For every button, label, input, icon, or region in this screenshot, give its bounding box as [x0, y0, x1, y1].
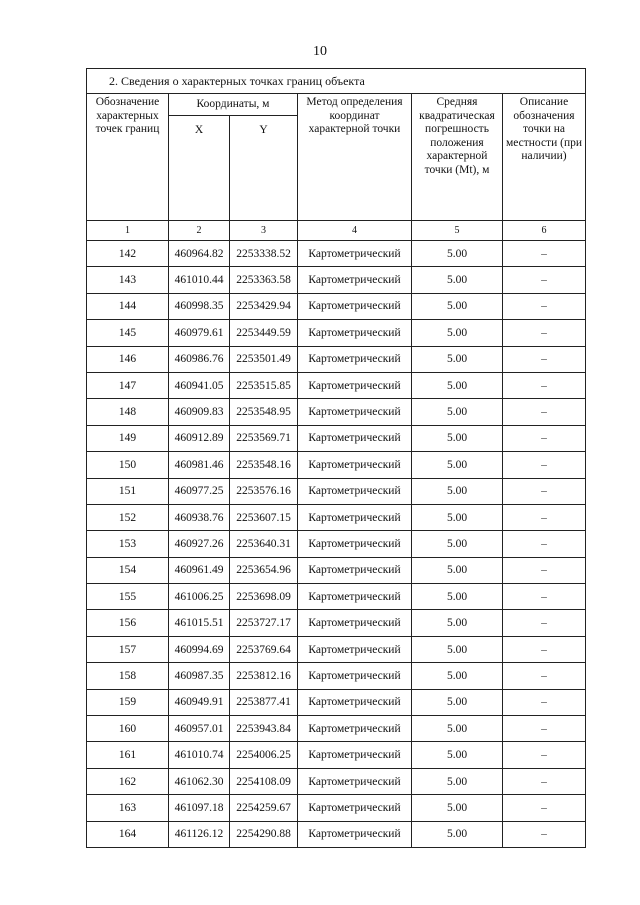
description-cell: – [503, 716, 586, 742]
coord-y-cell: 2253654.96 [230, 557, 298, 583]
error-cell: 5.00 [412, 478, 503, 504]
coord-x-cell: 461010.44 [169, 267, 230, 293]
description-cell: – [503, 478, 586, 504]
table-row [87, 425, 586, 451]
header-x: X [169, 116, 230, 221]
method-cell: Картометрический [298, 821, 412, 847]
method-cell: Картометрический [298, 636, 412, 662]
point-number-cell: 144 [87, 293, 169, 319]
header-designation: Обозначение характерных точек границ [87, 94, 169, 221]
table-row [87, 241, 586, 267]
coord-y-cell: 2253515.85 [230, 372, 298, 398]
description-cell: – [503, 504, 586, 530]
method-cell: Картометрический [298, 425, 412, 451]
error-cell: 5.00 [412, 293, 503, 319]
table-row [87, 742, 586, 768]
coord-y-cell: 2253769.64 [230, 636, 298, 662]
method-cell: Картометрический [298, 716, 412, 742]
description-cell: – [503, 293, 586, 319]
coord-x-cell: 461006.25 [169, 584, 230, 610]
point-number-cell: 151 [87, 478, 169, 504]
point-number-cell: 160 [87, 716, 169, 742]
table-row [87, 399, 586, 425]
method-cell: Картометрический [298, 320, 412, 346]
point-number-cell: 150 [87, 452, 169, 478]
coord-y-cell: 2253548.95 [230, 399, 298, 425]
error-cell: 5.00 [412, 399, 503, 425]
description-cell: – [503, 663, 586, 689]
error-cell: 5.00 [412, 584, 503, 610]
point-number-cell: 148 [87, 399, 169, 425]
point-number-cell: 146 [87, 346, 169, 372]
coord-y-cell: 2253727.17 [230, 610, 298, 636]
point-number-cell: 149 [87, 425, 169, 451]
coord-x-cell: 460912.89 [169, 425, 230, 451]
point-number-cell: 159 [87, 689, 169, 715]
error-cell: 5.00 [412, 346, 503, 372]
description-cell: – [503, 241, 586, 267]
coord-x-cell: 460979.61 [169, 320, 230, 346]
error-cell: 5.00 [412, 821, 503, 847]
header-description: Описание обозначения точки на местности (при наличии) [503, 94, 586, 221]
point-number-cell: 142 [87, 241, 169, 267]
coord-y-cell: 2253943.84 [230, 716, 298, 742]
point-number-cell: 158 [87, 663, 169, 689]
description-cell: – [503, 821, 586, 847]
method-cell: Картометрический [298, 795, 412, 821]
coord-y-cell: 2253607.15 [230, 504, 298, 530]
coord-x-cell: 460994.69 [169, 636, 230, 662]
table-row [87, 584, 586, 610]
error-cell: 5.00 [412, 267, 503, 293]
table-row [87, 293, 586, 319]
table-row [87, 689, 586, 715]
error-cell: 5.00 [412, 795, 503, 821]
description-cell: – [503, 636, 586, 662]
error-cell: 5.00 [412, 636, 503, 662]
table-row [87, 610, 586, 636]
description-cell: – [503, 425, 586, 451]
coord-y-cell: 2253698.09 [230, 584, 298, 610]
header-method: Метод определения координат характерной точки [298, 94, 412, 221]
coord-y-cell: 2253429.94 [230, 293, 298, 319]
description-cell: – [503, 742, 586, 768]
table-row [87, 716, 586, 742]
method-cell: Картометрический [298, 557, 412, 583]
description-cell: – [503, 320, 586, 346]
method-cell: Картометрический [298, 267, 412, 293]
description-cell: – [503, 557, 586, 583]
error-cell: 5.00 [412, 716, 503, 742]
coord-x-cell: 460986.76 [169, 346, 230, 372]
table-row [87, 636, 586, 662]
point-number-cell: 162 [87, 768, 169, 794]
table-row [87, 267, 586, 293]
column-number: 3 [230, 221, 298, 241]
point-number-cell: 163 [87, 795, 169, 821]
table-row [87, 531, 586, 557]
coord-x-cell: 460957.01 [169, 716, 230, 742]
method-cell: Картометрический [298, 346, 412, 372]
coord-x-cell: 460949.91 [169, 689, 230, 715]
error-cell: 5.00 [412, 320, 503, 346]
description-cell: – [503, 531, 586, 557]
method-cell: Картометрический [298, 663, 412, 689]
error-cell: 5.00 [412, 768, 503, 794]
coord-x-cell: 460998.35 [169, 293, 230, 319]
error-cell: 5.00 [412, 742, 503, 768]
error-cell: 5.00 [412, 531, 503, 557]
page-number: 10 [313, 44, 327, 59]
table-row [87, 372, 586, 398]
method-cell: Картометрический [298, 372, 412, 398]
table-row [87, 768, 586, 794]
point-number-cell: 145 [87, 320, 169, 346]
coord-y-cell: 2254006.25 [230, 742, 298, 768]
column-number: 5 [412, 221, 503, 241]
point-number-cell: 156 [87, 610, 169, 636]
coord-x-cell: 460961.49 [169, 557, 230, 583]
description-cell: – [503, 452, 586, 478]
method-cell: Картометрический [298, 689, 412, 715]
description-cell: – [503, 768, 586, 794]
description-cell: – [503, 372, 586, 398]
coord-x-cell: 460981.46 [169, 452, 230, 478]
point-number-cell: 147 [87, 372, 169, 398]
table-row [87, 663, 586, 689]
table-row [87, 320, 586, 346]
description-cell: – [503, 610, 586, 636]
coord-x-cell: 461062.30 [169, 768, 230, 794]
description-cell: – [503, 346, 586, 372]
error-cell: 5.00 [412, 241, 503, 267]
table-row [87, 795, 586, 821]
error-cell: 5.00 [412, 425, 503, 451]
point-number-cell: 154 [87, 557, 169, 583]
error-cell: 5.00 [412, 663, 503, 689]
method-cell: Картометрический [298, 478, 412, 504]
coord-x-cell: 461010.74 [169, 742, 230, 768]
error-cell: 5.00 [412, 557, 503, 583]
coord-x-cell: 461015.51 [169, 610, 230, 636]
description-cell: – [503, 584, 586, 610]
method-cell: Картометрический [298, 610, 412, 636]
column-number-row [87, 221, 586, 241]
column-number: 2 [169, 221, 230, 241]
method-cell: Картометрический [298, 768, 412, 794]
coord-x-cell: 461097.18 [169, 795, 230, 821]
coord-y-cell: 2253877.41 [230, 689, 298, 715]
point-number-cell: 153 [87, 531, 169, 557]
description-cell: – [503, 267, 586, 293]
method-cell: Картометрический [298, 399, 412, 425]
coord-x-cell: 460941.05 [169, 372, 230, 398]
method-cell: Картометрический [298, 452, 412, 478]
error-cell: 5.00 [412, 504, 503, 530]
coord-x-cell: 460987.35 [169, 663, 230, 689]
header-y: Y [230, 116, 298, 221]
table-row [87, 557, 586, 583]
coord-x-cell: 460909.83 [169, 399, 230, 425]
point-number-cell: 155 [87, 584, 169, 610]
table-row [87, 346, 586, 372]
coord-y-cell: 2253569.71 [230, 425, 298, 451]
method-cell: Картометрический [298, 531, 412, 557]
table-row [87, 504, 586, 530]
point-number-cell: 164 [87, 821, 169, 847]
table-body [87, 241, 586, 848]
error-cell: 5.00 [412, 452, 503, 478]
coord-x-cell: 460938.76 [169, 504, 230, 530]
column-number: 1 [87, 221, 169, 241]
point-number-cell: 161 [87, 742, 169, 768]
coord-y-cell: 2253640.31 [230, 531, 298, 557]
point-number-cell: 152 [87, 504, 169, 530]
method-cell: Картометрический [298, 742, 412, 768]
coord-x-cell: 461126.12 [169, 821, 230, 847]
coord-y-cell: 2254108.09 [230, 768, 298, 794]
method-cell: Картометрический [298, 584, 412, 610]
coord-y-cell: 2253548.16 [230, 452, 298, 478]
method-cell: Картометрический [298, 241, 412, 267]
coord-y-cell: 2254290.88 [230, 821, 298, 847]
point-number-cell: 157 [87, 636, 169, 662]
coord-y-cell: 2253812.16 [230, 663, 298, 689]
point-number-cell: 143 [87, 267, 169, 293]
header-coordinates: Координаты, м [169, 94, 298, 116]
coord-y-cell: 2253501.49 [230, 346, 298, 372]
error-cell: 5.00 [412, 689, 503, 715]
table-row [87, 821, 586, 847]
table-row [87, 452, 586, 478]
coord-x-cell: 460977.25 [169, 478, 230, 504]
table-row [87, 478, 586, 504]
section-title: 2. Сведения о характерных точках границ объекта [87, 69, 586, 94]
coord-y-cell: 2253576.16 [230, 478, 298, 504]
method-cell: Картометрический [298, 293, 412, 319]
coord-y-cell: 2253363.58 [230, 267, 298, 293]
error-cell: 5.00 [412, 610, 503, 636]
coord-x-cell: 460964.82 [169, 241, 230, 267]
method-cell: Картометрический [298, 504, 412, 530]
coord-x-cell: 460927.26 [169, 531, 230, 557]
column-number: 4 [298, 221, 412, 241]
column-number: 6 [503, 221, 586, 241]
header-error: Средняя квадратическая погрешность положения характерной точки (Mt), м [412, 94, 503, 221]
description-cell: – [503, 689, 586, 715]
coord-y-cell: 2253449.59 [230, 320, 298, 346]
boundary-points-table [86, 68, 586, 848]
error-cell: 5.00 [412, 372, 503, 398]
coord-y-cell: 2254259.67 [230, 795, 298, 821]
description-cell: – [503, 399, 586, 425]
description-cell: – [503, 795, 586, 821]
coord-y-cell: 2253338.52 [230, 241, 298, 267]
